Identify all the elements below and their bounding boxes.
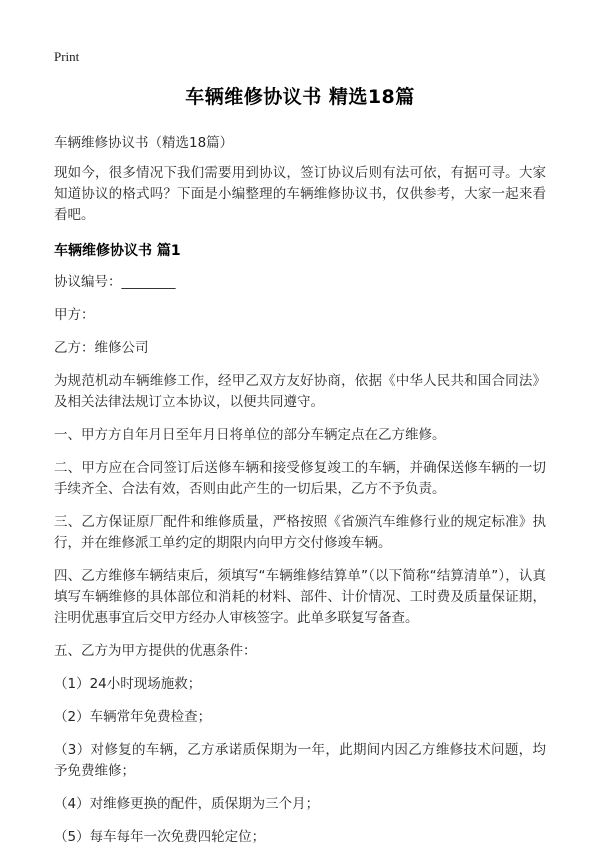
clause-4: 四、乙方维修车辆结束后，须填写“车辆维修结算单”（以下简称“结算清单”），认真填写车辆维修的具体部位和消耗的材料、部件、计价情况、工时费及质量保证期，注明优惠事宜后交甲方经办人审核签字。此单多联复写备查。 <box>54 568 546 626</box>
intro-paragraph: 现如今，很多情况下我们需要用到协议，签订协议后则有法可依，有据可寻。大家知道协议的格式吗？下面是小编整理的车辆维修协议书，仅供参考，大家一起来看看吧。 <box>54 165 546 223</box>
document-subtitle: 车辆维修协议书（精选18篇） <box>54 135 234 151</box>
clause-2: 二、甲方应在合同签订后送修车辆和接受修复竣工的车辆，并确保送修车辆的一切手续齐全、合法有效，否则由此产生的一切后果，乙方不予负责。 <box>54 460 546 497</box>
benefit-item-4: （4）对维修更换的配件，质保期为三个月； <box>54 796 320 812</box>
benefit-item-5: （5）每车每年一次免费四轮定位； <box>54 829 266 845</box>
clause-1: 一、甲方方自年月日至年月日将单位的部分车辆定点在乙方维修。 <box>54 427 446 443</box>
paragraph-agreement-number: 协议编号：________ <box>54 274 176 290</box>
clause-5: 五、乙方为甲方提供的优惠条件： <box>54 643 257 659</box>
page-title: 车辆维修协议书 精选18篇 <box>185 86 415 108</box>
paragraph-preamble: 为规范机动车辆维修工作，经甲乙双方友好协商，依据《中华人民共和国合同法》及相关法律法规订立本协议，以便共同遵守。 <box>54 373 546 410</box>
paragraph-party-a: 甲方： <box>54 307 95 323</box>
benefit-item-1: （1）24小时现场施救； <box>54 676 202 692</box>
print-link[interactable]: Print <box>54 49 80 64</box>
benefit-item-3: （3）对修复的车辆，乙方承诺质保期为一年，此期间内因乙方维修技术问题，均予免费维修； <box>54 742 546 779</box>
clause-3: 三、乙方保证原厂配件和维修质量，严格按照《省颁汽车维修行业的规定标准》执行，并在维修派工单约定的期限内向甲方交付修竣车辆。 <box>54 514 546 551</box>
section-heading-part1: 车辆维修协议书 篇1 <box>54 243 181 259</box>
benefit-item-2: （2）车辆常年免费检查； <box>54 709 212 725</box>
paragraph-party-b: 乙方：维修公司 <box>54 340 149 356</box>
